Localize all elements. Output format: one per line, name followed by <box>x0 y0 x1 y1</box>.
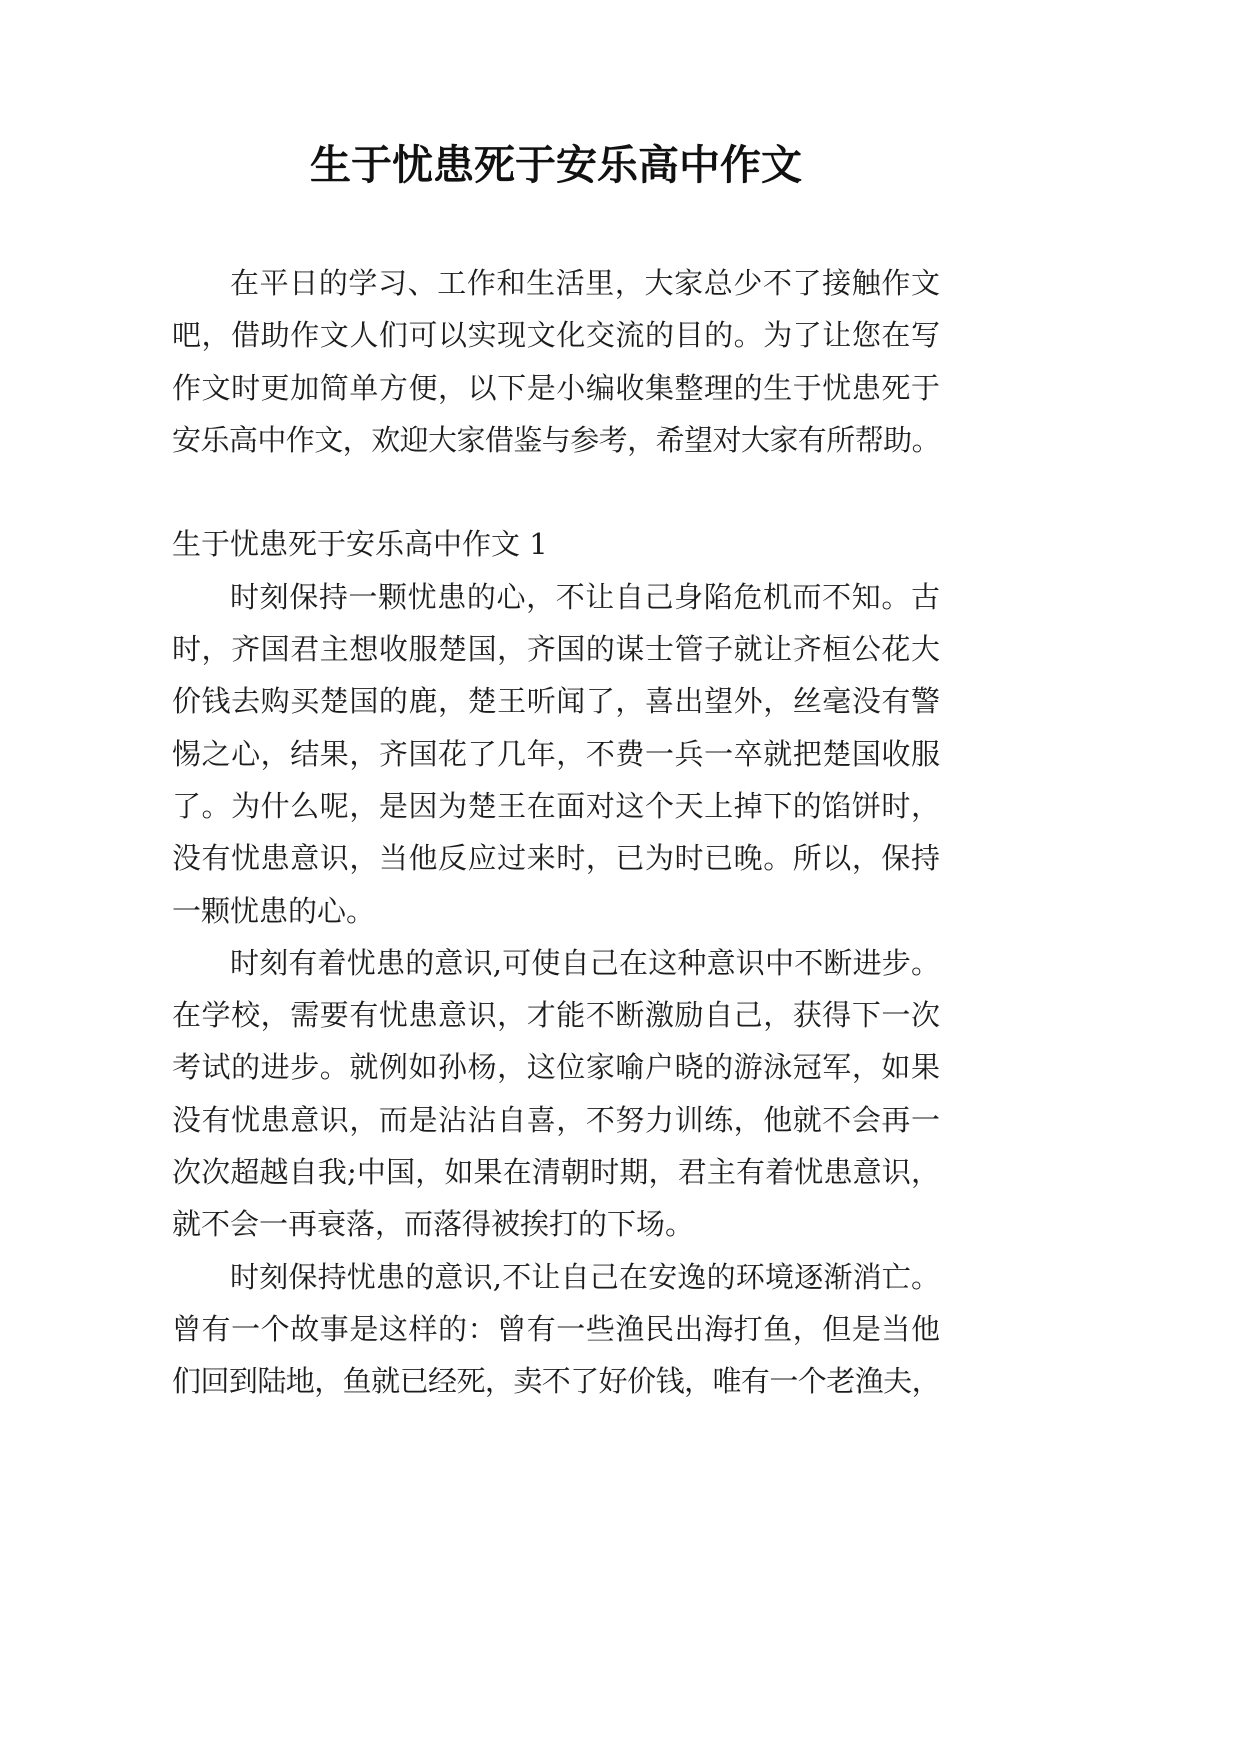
paragraph-line: 时刻保持一颗忧患的心，不让自己身陷危机而不知。古 <box>230 579 940 614</box>
paragraph <box>172 1251 940 1408</box>
document-body <box>172 257 940 1408</box>
paragraph-line: 时刻保持忧患的意识,不让自己在安逸的环境逐渐消亡。 <box>230 1259 940 1294</box>
paragraph-line: 惕之心，结果，齐国花了几年，不费一兵一卒就把楚国收服 <box>172 736 940 771</box>
paragraph-line: 没有忧患意识，而是沾沾自喜，不努力训练，他就不会再一 <box>172 1102 940 1137</box>
intro-paragraph <box>172 257 940 466</box>
paragraph-line: 们回到陆地，鱼就已经死，卖不了好价钱，唯有一个老渔夫， <box>172 1364 940 1399</box>
document-title: 生于忧患死于安乐高中作文 <box>310 141 802 189</box>
paragraph-line: 时刻有着忧患的意识,可使自己在这种意识中不断进步。 <box>230 945 940 980</box>
section-heading: 生于忧患死于安乐高中作文 1 <box>172 527 548 562</box>
paragraph-line: 安乐高中作文，欢迎大家借鉴与参考，希望对大家有所帮助。 <box>172 422 940 457</box>
paragraph <box>172 937 940 1251</box>
paragraph-line: 了。为什么呢，是因为楚王在面对这个天上掉下的馅饼时， <box>172 788 940 823</box>
paragraph-line: 一颗忧患的心。 <box>172 893 376 928</box>
paragraph-line: 价钱去购买楚国的鹿，楚王听闻了，喜出望外，丝毫没有警 <box>172 684 940 719</box>
paragraph-line: 在平日的学习、工作和生活里，大家总少不了接触作文 <box>230 266 940 300</box>
paragraph <box>172 571 940 937</box>
paragraph-line: 作文时更加简单方便，以下是小编收集整理的生于忧患死于 <box>172 370 940 405</box>
paragraph-line: 次次超越自我;中国，如果在清朝时期，君主有着忧患意识， <box>172 1155 940 1190</box>
paragraph-line: 吧，借助作文人们可以实现文化交流的目的。为了让您在写 <box>172 318 940 353</box>
paragraph-line: 考试的进步。就例如孙杨，这位家喻户晓的游泳冠军，如果 <box>172 1050 940 1085</box>
paragraph-line: 没有忧患意识，当他反应过来时，已为时已晚。所以，保持 <box>172 841 940 876</box>
paragraph-line: 时，齐国君主想收服楚国，齐国的谋士管子就让齐桓公花大 <box>172 632 940 667</box>
paragraph-line: 曾有一个故事是这样的：曾有一些渔民出海打鱼，但是当他 <box>172 1311 940 1346</box>
paragraph-line: 就不会一再衰落，而落得被挨打的下场。 <box>172 1207 695 1242</box>
paragraph-line: 在学校，需要有忧患意识，才能不断激励自己，获得下一次 <box>172 998 940 1033</box>
